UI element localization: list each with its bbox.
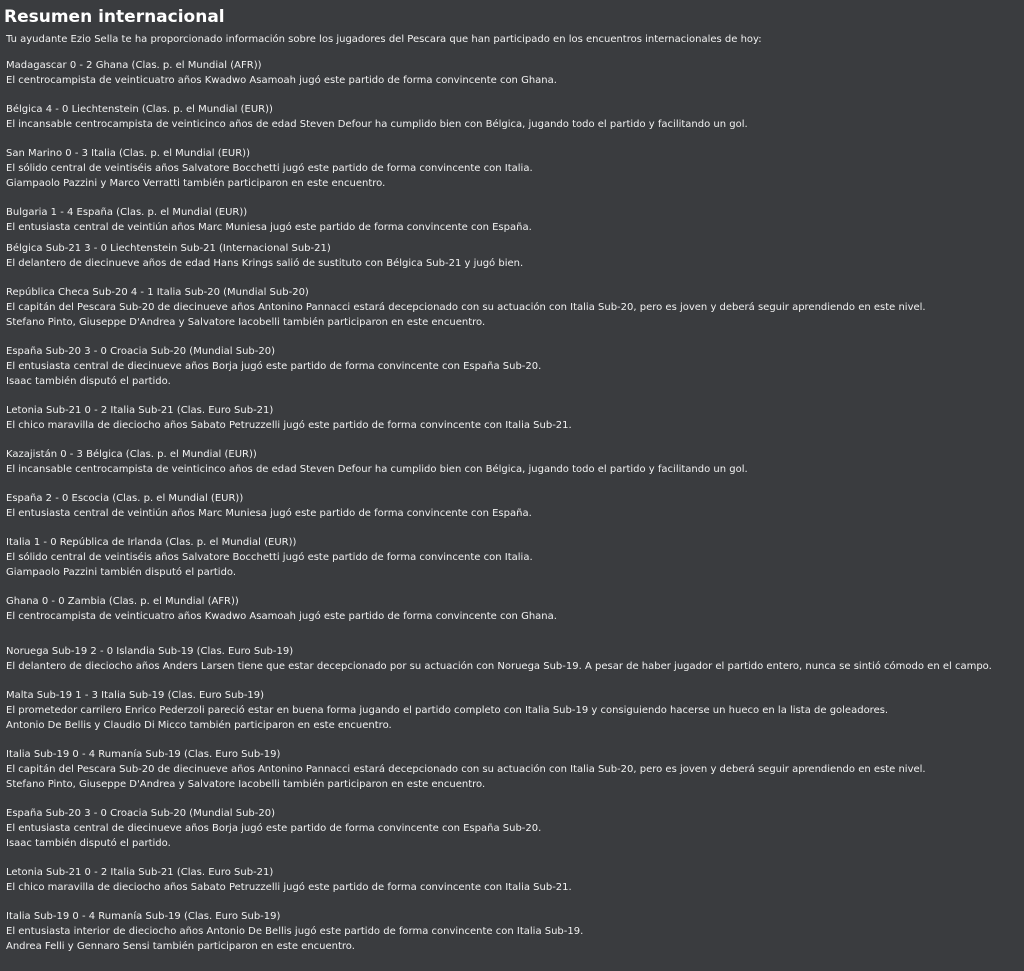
match-entry bbox=[6, 491, 1018, 521]
match-entry bbox=[6, 205, 1018, 235]
match-entry bbox=[6, 58, 1018, 88]
player-report: Isaac también disputó el partido. bbox=[6, 376, 171, 387]
player-report: Giampaolo Pazzini y Marco Verratti también participaron en este encuentro. bbox=[6, 178, 386, 189]
page-title: Resumen internacional bbox=[4, 7, 225, 27]
match-entry bbox=[6, 146, 1018, 191]
match-result: España 2 - 0 Escocia (Clas. p. el Mundial (EUR)) bbox=[6, 493, 244, 504]
match-result: España Sub-20 3 - 0 Croacia Sub-20 (Mundial Sub-20) bbox=[6, 346, 275, 357]
player-report: Isaac también disputó el partido. bbox=[6, 838, 171, 849]
match-result: Ghana 0 - 0 Zambia (Clas. p. el Mundial (AFR)) bbox=[6, 596, 239, 607]
match-result: Madagascar 0 - 2 Ghana (Clas. p. el Mundial (AFR)) bbox=[6, 60, 262, 71]
player-report: El entusiasta central de diecinueve años Borja jugó este partido de forma convincente con España Sub-20. bbox=[6, 361, 542, 372]
match-entry bbox=[6, 747, 1018, 792]
player-report: El prometedor carrilero Enrico Pederzoli pareció estar en buena forma jugando el partido completo con Italia Sub-19 y consiguiendo hacerse un hueco en la lista de goleadores. bbox=[6, 705, 889, 716]
match-result: Italia 1 - 0 República de Irlanda (Clas. p. el Mundial (EUR)) bbox=[6, 537, 297, 548]
match-entry bbox=[6, 344, 1018, 389]
player-report: El entusiasta central de veintiún años Marc Muniesa jugó este partido de forma convincente con España. bbox=[6, 508, 532, 519]
player-report: El entusiasta central de veintiún años Marc Muniesa jugó este partido de forma convincente con España. bbox=[6, 222, 532, 233]
match-result: Kazajistán 0 - 3 Bélgica (Clas. p. el Mundial (EUR)) bbox=[6, 449, 257, 460]
match-entry bbox=[6, 688, 1018, 733]
match-entry bbox=[6, 403, 1018, 433]
player-report: El delantero de dieciocho años Anders Larsen tiene que estar decepcionado por su actuación con Noruega Sub-19. A pesar de haber jugador el partido entero, nunca se sintió cómodo en el campo. bbox=[6, 661, 992, 672]
player-report: Stefano Pinto, Giuseppe D'Andrea y Salvatore Iacobelli también participaron en este encuentro. bbox=[6, 779, 486, 790]
match-result: República Checa Sub-20 4 - 1 Italia Sub-20 (Mundial Sub-20) bbox=[6, 287, 309, 298]
match-result: Bélgica Sub-21 3 - 0 Liechtenstein Sub-21 (Internacional Sub-21) bbox=[6, 243, 331, 254]
match-entry bbox=[6, 285, 1018, 330]
match-entry bbox=[6, 447, 1018, 477]
player-report: Stefano Pinto, Giuseppe D'Andrea y Salvatore Iacobelli también participaron en este encuentro. bbox=[6, 317, 486, 328]
player-report: El incansable centrocampista de veinticinco años de edad Steven Defour ha cumplido bien con Bélgica, jugando todo el partido y facilitando un gol. bbox=[6, 119, 748, 130]
match-result: San Marino 0 - 3 Italia (Clas. p. el Mundial (EUR)) bbox=[6, 148, 250, 159]
intro-text: Tu ayudante Ezio Sella te ha proporcionado información sobre los jugadores del Pescara que han participado en los encuentros internacionales de hoy: bbox=[6, 34, 762, 45]
player-report: El centrocampista de veinticuatro años Kwadwo Asamoah jugó este partido de forma convincente con Ghana. bbox=[6, 75, 557, 86]
player-report: Antonio De Bellis y Claudio Di Micco también participaron en este encuentro. bbox=[6, 720, 392, 731]
match-result: Italia Sub-19 0 - 4 Rumanía Sub-19 (Clas. Euro Sub-19) bbox=[6, 911, 281, 922]
player-report: Andrea Felli y Gennaro Sensi también participaron en este encuentro. bbox=[6, 941, 355, 952]
player-report: El incansable centrocampista de veinticinco años de edad Steven Defour ha cumplido bien con Bélgica, jugando todo el partido y facilitando un gol. bbox=[6, 464, 748, 475]
match-entry bbox=[6, 535, 1018, 580]
match-result: España Sub-20 3 - 0 Croacia Sub-20 (Mundial Sub-20) bbox=[6, 808, 275, 819]
player-report: El entusiasta interior de dieciocho años Antonio De Bellis jugó este partido de forma convincente con Italia Sub-19. bbox=[6, 926, 584, 937]
match-entry bbox=[6, 909, 1018, 954]
match-result: Letonia Sub-21 0 - 2 Italia Sub-21 (Clas. Euro Sub-21) bbox=[6, 405, 274, 416]
match-result: Letonia Sub-21 0 - 2 Italia Sub-21 (Clas. Euro Sub-21) bbox=[6, 867, 274, 878]
match-entry bbox=[6, 865, 1018, 895]
match-entry bbox=[6, 806, 1018, 851]
player-report: El centrocampista de veinticuatro años Kwadwo Asamoah jugó este partido de forma convincente con Ghana. bbox=[6, 611, 557, 622]
player-report: El entusiasta central de diecinueve años Borja jugó este partido de forma convincente con España Sub-20. bbox=[6, 823, 542, 834]
player-report: El chico maravilla de dieciocho años Sabato Petruzzelli jugó este partido de forma convincente con Italia Sub-21. bbox=[6, 882, 572, 893]
player-report: El capitán del Pescara Sub-20 de diecinueve años Antonino Pannacci estará decepcionado con su actuación con Italia Sub-20, pero es joven y deberá seguir aprendiendo en este nivel. bbox=[6, 764, 926, 775]
match-result: Bulgaria 1 - 4 España (Clas. p. el Mundial (EUR)) bbox=[6, 207, 248, 218]
match-entry bbox=[6, 594, 1018, 624]
player-report: El sólido central de veintiséis años Salvatore Bocchetti jugó este partido de forma convincente con Italia. bbox=[6, 552, 533, 563]
match-result: Italia Sub-19 0 - 4 Rumanía Sub-19 (Clas. Euro Sub-19) bbox=[6, 749, 281, 760]
player-report: Giampaolo Pazzini también disputó el partido. bbox=[6, 567, 237, 578]
player-report: El sólido central de veintiséis años Salvatore Bocchetti jugó este partido de forma convincente con Italia. bbox=[6, 163, 533, 174]
match-result: Bélgica 4 - 0 Liechtenstein (Clas. p. el Mundial (EUR)) bbox=[6, 104, 273, 115]
match-entry bbox=[6, 241, 1018, 271]
player-report: El delantero de diecinueve años de edad Hans Krings salió de sustituto con Bélgica Sub-21 y jugó bien. bbox=[6, 258, 524, 269]
match-result: Noruega Sub-19 2 - 0 Islandia Sub-19 (Clas. Euro Sub-19) bbox=[6, 646, 294, 657]
match-entry bbox=[6, 102, 1018, 132]
match-result: Malta Sub-19 1 - 3 Italia Sub-19 (Clas. Euro Sub-19) bbox=[6, 690, 265, 701]
player-report: El chico maravilla de dieciocho años Sabato Petruzzelli jugó este partido de forma convincente con Italia Sub-21. bbox=[6, 420, 572, 431]
player-report: El capitán del Pescara Sub-20 de diecinueve años Antonino Pannacci estará decepcionado con su actuación con Italia Sub-20, pero es joven y deberá seguir aprendiendo en este nivel. bbox=[6, 302, 926, 313]
match-entry bbox=[6, 644, 1018, 674]
